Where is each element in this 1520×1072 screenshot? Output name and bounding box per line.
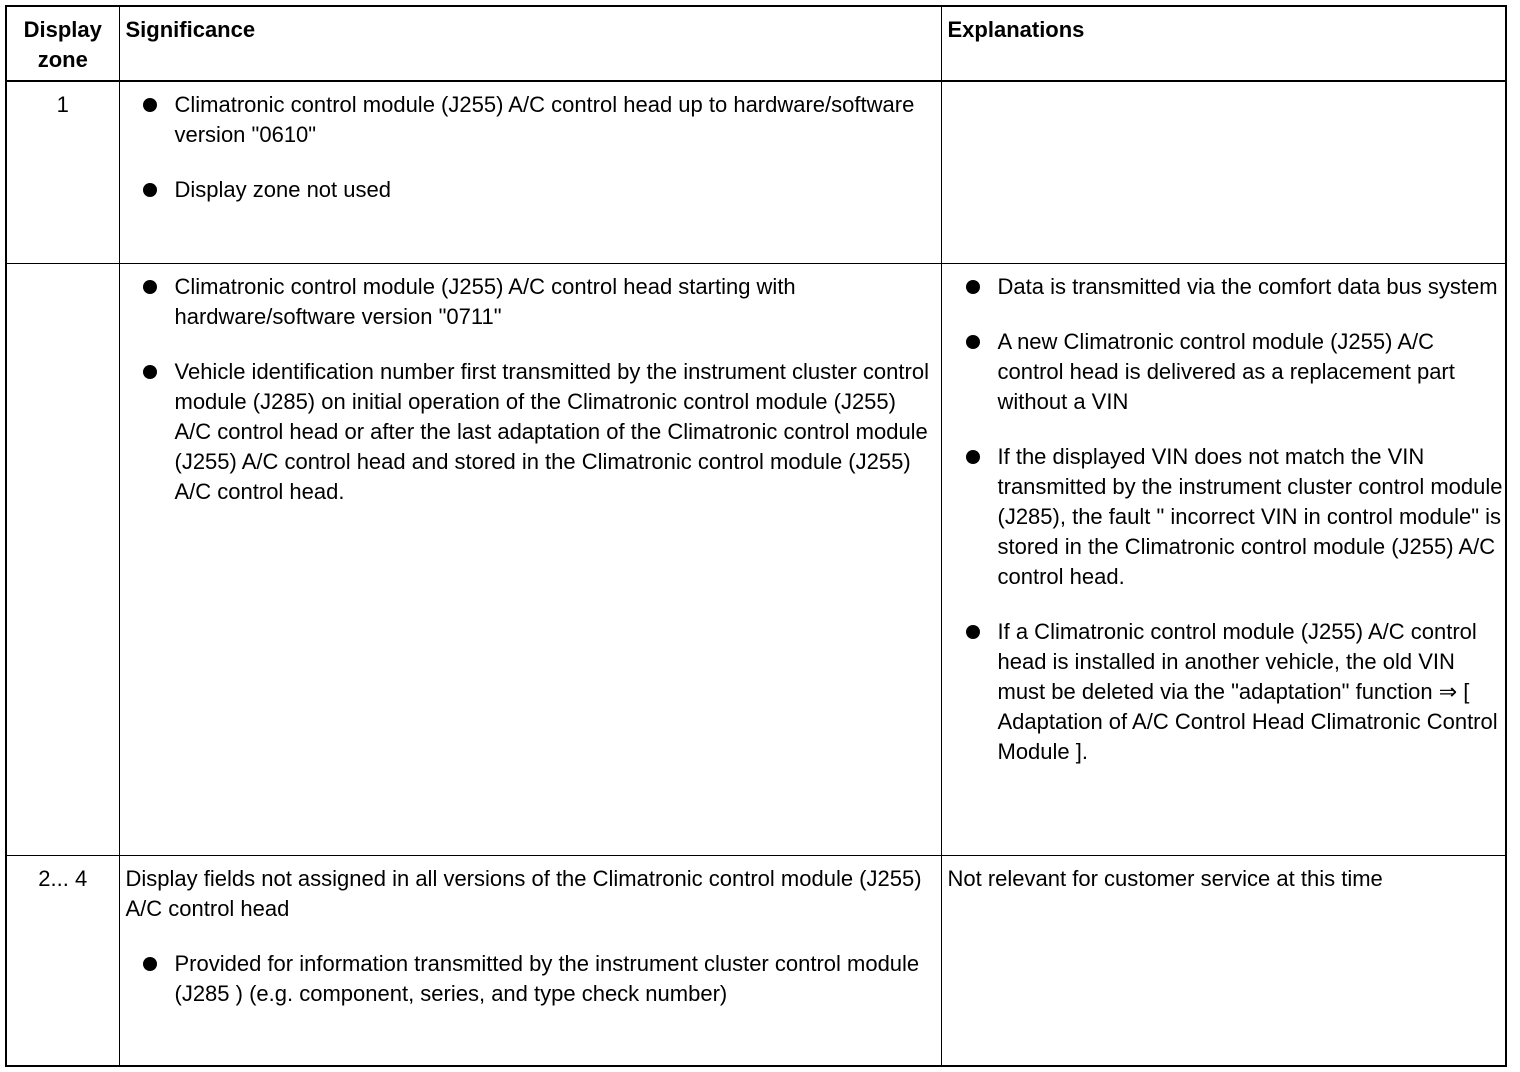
list-item <box>948 272 1504 302</box>
header-display-zone <box>7 7 119 81</box>
list-item <box>126 90 937 150</box>
list-item-text: A new Climatronic control module (J255) A/C control head is delivered as a replacement part without a VIN <box>997 328 1455 414</box>
header-explanations: Explanations <box>941 7 1507 81</box>
significance-cell <box>119 81 941 263</box>
table-row <box>7 263 1507 855</box>
bullet-icon <box>143 957 157 971</box>
list-item-text: Provided for information transmitted by the instrument cluster control module (J285 ) (e.g. component, series, and type check number) <box>174 950 920 1006</box>
table-row <box>7 855 1507 1065</box>
list-item-text: If a Climatronic control module (J255) A/C control head is installed in another vehicle, the old VIN must be deleted via the "adaptation" function ⇒ [ Adaptation of A/C Control Head Climatronic Control Module ]. <box>997 618 1498 764</box>
zone-cell: 1 <box>7 81 119 263</box>
explanations-cell <box>941 855 1507 1065</box>
zone-cell <box>7 263 119 855</box>
significance-text: Display fields not assigned in all versions of the Climatronic control module (J255) A/C control head <box>125 865 922 921</box>
significance-cell <box>119 263 941 855</box>
list-item <box>126 272 937 332</box>
list-item-text: Climatronic control module (J255) A/C control head up to hardware/software version "0610" <box>174 92 915 147</box>
table <box>7 7 1507 1065</box>
header-significance: Significance <box>119 7 941 81</box>
header-display-zone-line1: Display <box>23 17 102 42</box>
explanations-cell <box>941 263 1507 855</box>
explanations-cell <box>941 81 1507 263</box>
zone-cell: 2... 4 <box>7 855 119 1065</box>
bullet-icon <box>143 280 157 294</box>
bullet-icon <box>966 625 980 639</box>
bullet-icon <box>143 183 157 197</box>
bullet-icon <box>966 450 980 464</box>
header-display-zone-line2: zone <box>37 47 88 72</box>
bullet-icon <box>966 280 980 294</box>
significance-cell <box>119 855 941 1065</box>
list-item-text: Vehicle identification number first transmitted by the instrument cluster control module (J285) on initial operation of the Climatronic control module (J255) A/C control head or after the last adaptation of the Climatronic control module (J255) A/C control head and stored in the Climatronic control module (J255) A/C control head. <box>174 358 929 504</box>
bullet-icon <box>143 365 157 379</box>
list-item-text: Display zone not used <box>174 177 391 202</box>
list-item <box>126 949 937 1009</box>
list-item-text: Climatronic control module (J255) A/C control head starting with hardware/software version "0711" <box>174 273 796 329</box>
list-item <box>948 442 1504 592</box>
bullet-icon <box>143 98 157 112</box>
table-row <box>7 81 1507 263</box>
list-item-text: Data is transmitted via the comfort data bus system <box>997 273 1498 299</box>
list-item <box>126 357 937 507</box>
list-item-text: If the displayed VIN does not match the VIN transmitted by the instrument cluster control module (J285), the fault " incorrect VIN in control module" is stored in the Climatronic control module (J255) A/C control head. <box>997 443 1503 589</box>
list-item <box>948 327 1504 417</box>
significance-list <box>126 272 937 507</box>
significance-list <box>126 90 937 205</box>
table-header-row <box>7 7 1507 81</box>
bullet-icon <box>966 335 980 349</box>
explanations-text: Not relevant for customer service at this time <box>947 865 1383 891</box>
list-item <box>126 175 937 205</box>
list-item <box>948 617 1504 767</box>
significance-list <box>126 949 937 1009</box>
display-zone-table <box>5 5 1507 1067</box>
explanations-list <box>948 272 1504 767</box>
